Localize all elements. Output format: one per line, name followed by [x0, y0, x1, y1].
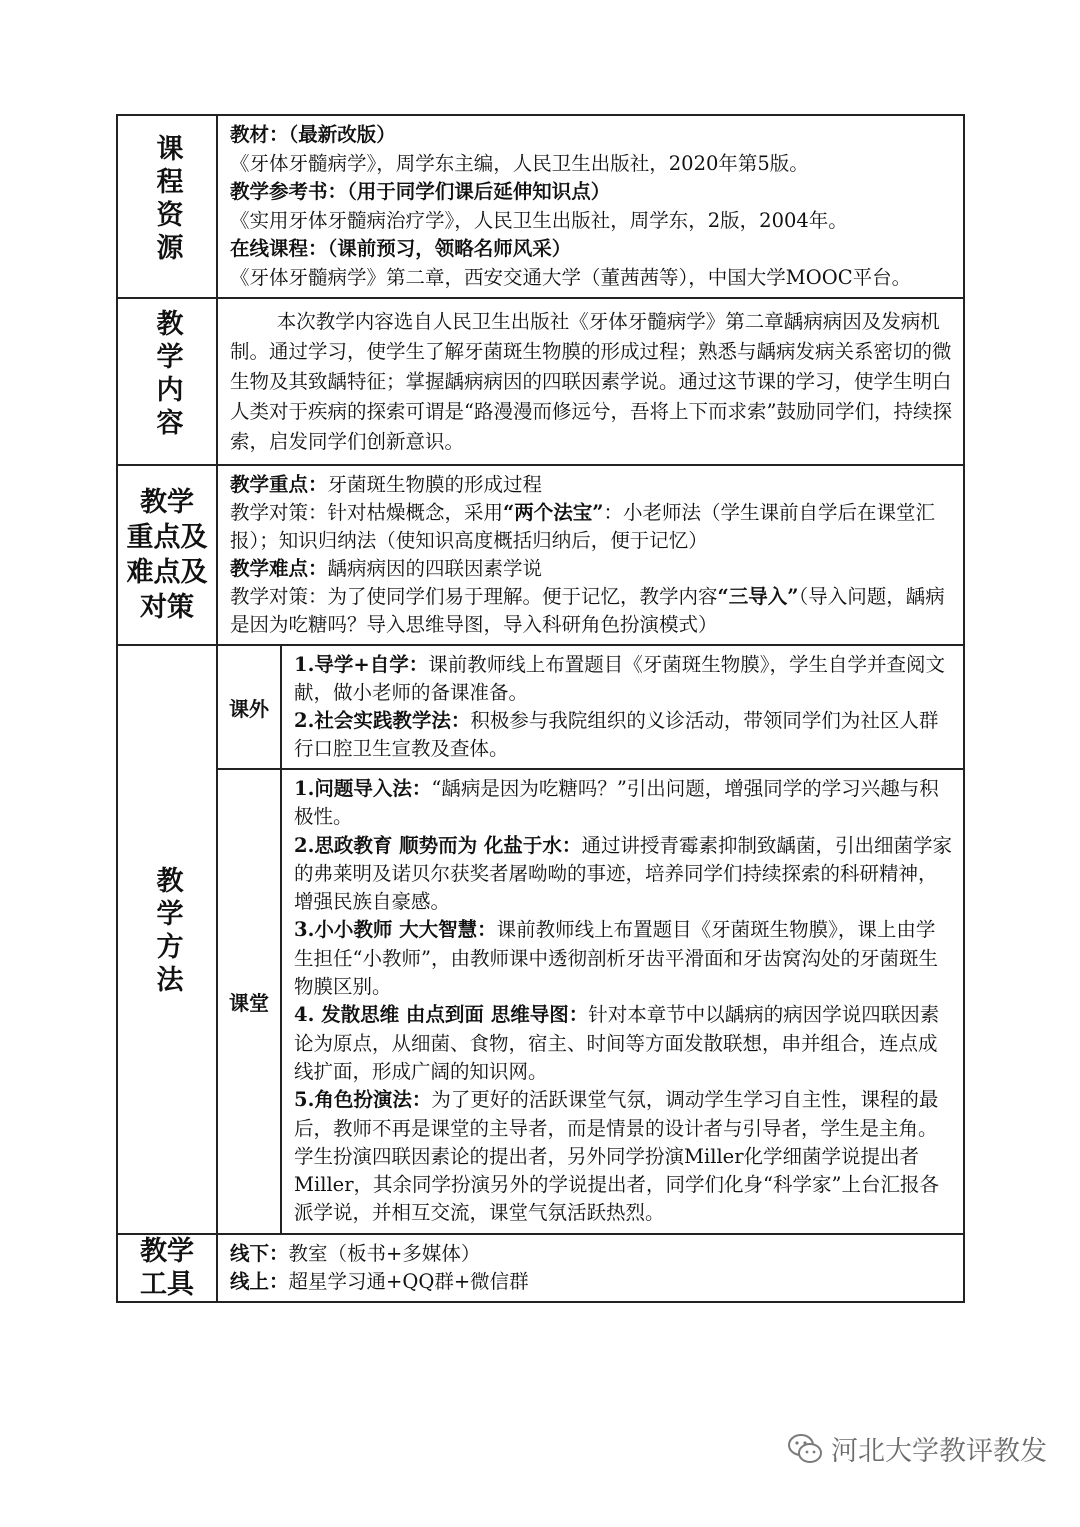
watermark-text: 河北大学教评教发: [831, 1436, 1047, 1467]
classroom-item: [294, 1001, 953, 1086]
resources-header-cell: [117, 115, 217, 298]
content-paragraph: 本次教学内容选自人民卫生出版社《牙体牙髓病学》第二章龋病病因及发病机制。通过学习，使学生了解牙菌斑生物膜的形成过程；熟悉与龋病发病关系密切的微生物及其致龋特征；掌握龋病病因的四联因素学说。通过这节课的学习，使学生明白人类对于疾病的探索可谓是“路漫漫而修远兮，吾将上下而求索”鼓励同学们，持续探索，启发同学们创新意识。: [230, 310, 952, 453]
keypoints-header-line-4: 对策: [140, 592, 194, 623]
outside-item: [294, 651, 953, 707]
online-label: 在线课程：（课前预习，领略名师风采）: [230, 237, 572, 260]
wechat-icon: [787, 1433, 823, 1465]
content-header-cell: [117, 298, 217, 465]
online-text: 《牙体牙髓病学》第二章，西安交通大学（董茜茜等），中国大学MOOC平台。: [230, 265, 912, 289]
keypoints-header-line-2: 重点及: [126, 522, 208, 553]
focus-line: [230, 471, 953, 499]
tools-header-line-1: 教学: [140, 1235, 194, 1267]
outside-item-label: 1.导学+自学：: [294, 653, 429, 676]
online-tools-text: 超星学习通+QQ群+微信群: [288, 1269, 529, 1293]
offline-tools: [230, 1240, 953, 1268]
classroom-item: [294, 832, 953, 917]
classroom-item: [294, 775, 953, 832]
online-tools: [230, 1268, 953, 1296]
offline-label: 线下：: [230, 1241, 289, 1265]
resources-header: 课程资源: [151, 133, 183, 266]
keypoints-header-line-1: 教学: [140, 487, 194, 518]
tools-header-line-2: 工具: [140, 1268, 194, 1300]
focus-strategy-bold: “两个法宝”: [503, 501, 604, 524]
difficulty-text: 龋病病因的四联因素学说: [327, 557, 543, 580]
outside-item-label: 2.社会实践教学法：: [294, 709, 471, 732]
classroom-item-text: 课前教师线上布置题目《牙菌斑生物膜》，课上由学生担任“小教师”，由教师课中透彻剖析牙齿平滑面和牙齿窝沟处的牙菌斑生物膜区别。: [294, 918, 938, 999]
focus-text: 牙菌斑生物膜的形成过程: [327, 473, 543, 496]
difficulty-label: 教学难点：: [230, 557, 328, 580]
content-header: 教学内容: [151, 308, 183, 441]
focus-strategy: [230, 499, 953, 555]
resources-cell: [217, 115, 964, 298]
keypoints-cell: [217, 465, 964, 645]
focus-label: 教学重点：: [230, 473, 328, 496]
classroom-item-label: 1.问题导入法：: [294, 777, 432, 800]
difficulty-strategy-bold: “三导入”: [717, 585, 799, 608]
course-design-table: [116, 114, 965, 1303]
classroom-item-text: 通过讲授青霉素抑制致龋菌，引出细菌学家的弗莱明及诺贝尔获奖者屠呦呦的事迹，培养同学们持续探索的科研精神，增强民族自豪感。: [294, 833, 952, 914]
watermark: [787, 1429, 1047, 1468]
offline-text: 教室（板书+多媒体）: [288, 1241, 481, 1265]
outside-class-content: [281, 646, 963, 769]
classroom-item-text: 为了更好的活跃课堂气氛，调动学生学习自主性，课程的最后，教师不再是课堂的主导者，而是情景的设计者与引导者，学生是主角。学生扮演四联因素论的提出者，另外同学扮演Miller化学细菌学说提出者Miller，其余同学扮演另外的学说提出者，同学们化身“科学家”上台汇报各派学说，并相互交流，课堂气氛活跃热烈。: [294, 1088, 939, 1225]
difficulty-strategy: [230, 583, 953, 639]
outside-item-text: 积极参与我院组织的义诊活动，带领同学们为社区人群行口腔卫生宣教及查体。: [294, 709, 939, 760]
focus-strategy-pre: 教学对策：针对枯燥概念，采用: [230, 501, 504, 524]
classroom-item-label: 4. 发散思维 由点到面 思维导图：: [294, 1003, 589, 1027]
classroom-item-label: 5.角色扮演法：: [294, 1088, 432, 1112]
keypoints-header-cell: [117, 465, 217, 645]
methods-header-cell: [117, 645, 217, 1234]
classroom-item-label: 3.小小教师 大大智慧：: [294, 918, 497, 942]
difficulty-strategy-post: （导入问题，龋病是因为吃糖吗？导入思维导图，导入科研角色扮演模式）: [230, 585, 945, 636]
methods-inner-table: [218, 646, 963, 1233]
outside-item-text: 课前教师线上布置题目《牙菌斑生物膜》，学生自学并查阅文献，做小老师的备课准备。: [294, 653, 945, 704]
in-class-label: 课堂: [218, 769, 281, 1233]
in-class-content: [281, 769, 963, 1233]
classroom-item-text: 针对本章节中以龋病的病因学说四联因素论为原点，从细菌、食物，宿主、时间等方面发散联想，串并组合，连点成线扩面，形成广阔的知识网。: [294, 1003, 940, 1083]
content-cell: [217, 298, 964, 465]
classroom-item: [294, 1086, 953, 1227]
classroom-item: [294, 916, 953, 1001]
classroom-item-text: “龋病是因为吃糖吗？”引出问题，增强同学的学习兴趣与积极性。: [294, 777, 939, 829]
textbook-text: 《牙体牙髓病学》，周学东主编，人民卫生出版社，2020年第5版。: [230, 151, 809, 175]
outside-class-label: 课外: [218, 646, 281, 769]
online-tools-label: 线上：: [230, 1269, 289, 1293]
methods-header: 教学方法: [151, 866, 183, 999]
difficulty-line: [230, 555, 953, 583]
classroom-item-label: 2.思政教育 顺势而为 化盐于水：: [294, 833, 582, 857]
textbook-label: 教材：（最新改版）: [230, 123, 396, 146]
keypoints-header-line-3: 难点及: [126, 557, 208, 588]
tools-cell: [217, 1234, 964, 1302]
reference-label: 教学参考书：（用于同学们课后延伸知识点）: [230, 180, 611, 203]
reference-text: 《实用牙体牙髓病治疗学》，人民卫生出版社，周学东，2版，2004年。: [230, 208, 848, 232]
focus-strategy-post: ：小老师法（学生课前自学后在课堂汇报）；知识归纳法（使知识高度概括归纳后，便于记忆）: [230, 501, 935, 552]
outside-item: [294, 707, 953, 763]
difficulty-strategy-pre: 教学对策：为了使同学们易于理解。便于记忆，教学内容: [230, 585, 718, 608]
methods-cell: [217, 645, 964, 1234]
tools-header-cell: [117, 1234, 217, 1302]
